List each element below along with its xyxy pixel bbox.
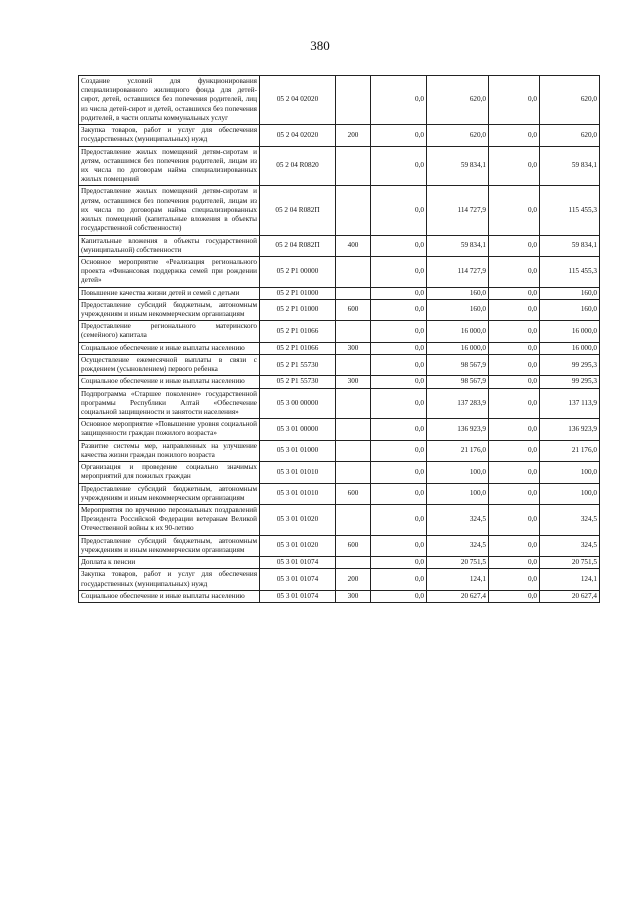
row-value-2: 620,0 (427, 76, 489, 125)
row-name: Предоставление жилых помещений детям-сиротам и детям, оставшимся без попечения родителей, лицам из их числа по договорам найма специализированных жилых помещений (капитальные вложения в объекты государственной собственности) (79, 186, 260, 235)
row-value-4: 160,0 (540, 287, 600, 299)
row-code: 05 3 01 01020 (260, 504, 336, 535)
row-code: 05 2 P1 55730 (260, 354, 336, 375)
row-value-1: 0,0 (371, 388, 427, 419)
row-code: 05 2 04 02020 (260, 125, 336, 146)
row-value-3: 0,0 (489, 256, 540, 287)
row-value-3: 0,0 (489, 419, 540, 440)
row-value-4: 99 295,3 (540, 376, 600, 388)
table-row (79, 146, 600, 186)
row-expense-type (336, 287, 371, 299)
row-value-3: 0,0 (489, 342, 540, 354)
row-name: Мероприятия по вручению персональных поздравлений Президента Российской Федерации ветеранам Великой Отечественной войны к их 90-летию (79, 504, 260, 535)
row-value-4: 100,0 (540, 483, 600, 504)
row-expense-type (336, 256, 371, 287)
row-value-1: 0,0 (371, 299, 427, 320)
row-value-4: 137 113,9 (540, 388, 600, 419)
row-value-4: 59 834,1 (540, 146, 600, 186)
row-code: 05 3 01 01074 (260, 557, 336, 569)
row-name: Доплата к пенсии (79, 557, 260, 569)
row-value-1: 0,0 (371, 569, 427, 590)
row-value-2: 16 000,0 (427, 342, 489, 354)
row-value-1: 0,0 (371, 462, 427, 483)
row-value-1: 0,0 (371, 342, 427, 354)
table-row (79, 535, 600, 556)
row-expense-type (336, 186, 371, 235)
row-expense-type (336, 419, 371, 440)
row-value-3: 0,0 (489, 557, 540, 569)
row-name: Предоставление субсидий бюджетным, автономным учреждениям и иным некоммерческим организациям (79, 483, 260, 504)
row-value-2: 124,1 (427, 569, 489, 590)
row-value-3: 0,0 (489, 535, 540, 556)
row-value-2: 100,0 (427, 483, 489, 504)
row-value-1: 0,0 (371, 419, 427, 440)
row-name: Создание условий для функционирования специализированного жилищного фонда для детей-сирот, детей, оставшихся без попечения родителей, лиц из числа детей-сирот и детей, оставшихся без попечения родителей, в части оплаты коммунальных услуг (79, 76, 260, 125)
table-row (79, 76, 600, 125)
table-row (79, 287, 600, 299)
row-value-2: 137 283,9 (427, 388, 489, 419)
table-row (79, 440, 600, 461)
row-value-4: 100,0 (540, 462, 600, 483)
row-name: Основное мероприятие «Реализация регионального проекта «Финансовая поддержка семей при рождении детей» (79, 256, 260, 287)
row-value-4: 324,5 (540, 504, 600, 535)
row-code: 05 2 04 R0820 (260, 146, 336, 186)
row-value-2: 20 627,4 (427, 590, 489, 602)
row-value-1: 0,0 (371, 590, 427, 602)
row-expense-type: 400 (336, 235, 371, 256)
row-value-1: 0,0 (371, 354, 427, 375)
row-name: Социальное обеспечение и иные выплаты населению (79, 342, 260, 354)
row-code: 05 2 04 02020 (260, 76, 336, 125)
row-expense-type: 200 (336, 125, 371, 146)
row-name: Организация и проведение социально значимых мероприятий для пожилых граждан (79, 462, 260, 483)
row-value-4: 324,5 (540, 535, 600, 556)
row-code: 05 2 P1 01066 (260, 321, 336, 342)
row-value-4: 115 455,3 (540, 256, 600, 287)
row-value-3: 0,0 (489, 569, 540, 590)
row-name: Социальное обеспечение и иные выплаты населению (79, 590, 260, 602)
row-value-1: 0,0 (371, 186, 427, 235)
row-value-4: 16 000,0 (540, 321, 600, 342)
row-value-3: 0,0 (489, 125, 540, 146)
row-value-2: 160,0 (427, 287, 489, 299)
row-value-3: 0,0 (489, 483, 540, 504)
row-expense-type (336, 504, 371, 535)
row-value-1: 0,0 (371, 287, 427, 299)
row-name: Предоставление регионального материнского (семейного) капитала (79, 321, 260, 342)
row-expense-type: 600 (336, 299, 371, 320)
row-value-3: 0,0 (489, 590, 540, 602)
row-value-1: 0,0 (371, 440, 427, 461)
row-name: Закупка товаров, работ и услуг для обеспечения государственных (муниципальных) нужд (79, 125, 260, 146)
row-value-4: 136 923,9 (540, 419, 600, 440)
table-row (79, 419, 600, 440)
row-value-3: 0,0 (489, 186, 540, 235)
row-expense-type: 600 (336, 535, 371, 556)
row-value-2: 21 176,0 (427, 440, 489, 461)
row-value-1: 0,0 (371, 235, 427, 256)
row-code: 05 2 P1 55730 (260, 376, 336, 388)
row-value-2: 136 923,9 (427, 419, 489, 440)
row-expense-type: 300 (336, 342, 371, 354)
row-expense-type (336, 462, 371, 483)
row-name: Повышение качества жизни детей и семей с детьми (79, 287, 260, 299)
table-row (79, 125, 600, 146)
row-name: Предоставление субсидий бюджетным, автономным учреждениям и иным некоммерческим организациям (79, 535, 260, 556)
row-name: Предоставление субсидий бюджетным, автономным учреждениям и иным некоммерческим организациям (79, 299, 260, 320)
row-value-1: 0,0 (371, 535, 427, 556)
row-value-1: 0,0 (371, 557, 427, 569)
row-value-1: 0,0 (371, 256, 427, 287)
row-value-2: 324,5 (427, 504, 489, 535)
row-expense-type: 300 (336, 590, 371, 602)
row-expense-type (336, 388, 371, 419)
row-value-4: 620,0 (540, 125, 600, 146)
row-value-1: 0,0 (371, 146, 427, 186)
table-row (79, 235, 600, 256)
table-row (79, 590, 600, 602)
row-name: Подпрограмма «Старшее поколение» государственной программы Республики Алтай «Обеспечение социальной защищенности и занятости населения» (79, 388, 260, 419)
row-name: Развитие системы мер, направленных на улучшение качества жизни граждан пожилого возраста (79, 440, 260, 461)
row-code: 05 2 P1 01000 (260, 287, 336, 299)
row-code: 05 2 04 R082П (260, 186, 336, 235)
row-value-2: 59 834,1 (427, 146, 489, 186)
row-name: Закупка товаров, работ и услуг для обеспечения государственных (муниципальных) нужд (79, 569, 260, 590)
row-value-2: 620,0 (427, 125, 489, 146)
row-code: 05 3 01 01020 (260, 535, 336, 556)
row-value-2: 20 751,5 (427, 557, 489, 569)
budget-table (78, 75, 600, 603)
row-value-3: 0,0 (489, 321, 540, 342)
row-value-2: 98 567,9 (427, 376, 489, 388)
row-value-2: 114 727,9 (427, 256, 489, 287)
table-row (79, 483, 600, 504)
row-expense-type (336, 557, 371, 569)
row-code: 05 3 01 01074 (260, 569, 336, 590)
row-value-3: 0,0 (489, 388, 540, 419)
row-value-3: 0,0 (489, 299, 540, 320)
row-value-2: 59 834,1 (427, 235, 489, 256)
row-name: Основное мероприятие «Повышение уровня социальной защищенности граждан пожилого возраста» (79, 419, 260, 440)
row-value-2: 160,0 (427, 299, 489, 320)
row-value-1: 0,0 (371, 483, 427, 504)
row-value-2: 98 567,9 (427, 354, 489, 375)
row-code: 05 3 01 00000 (260, 419, 336, 440)
table-row (79, 354, 600, 375)
row-value-3: 0,0 (489, 462, 540, 483)
row-value-4: 20 627,4 (540, 590, 600, 602)
row-expense-type: 300 (336, 376, 371, 388)
row-name: Капитальные вложения в объекты государственной (муниципальной) собственности (79, 235, 260, 256)
table-row (79, 569, 600, 590)
row-code: 05 3 01 01010 (260, 462, 336, 483)
table-row (79, 342, 600, 354)
row-code: 05 2 04 R082П (260, 235, 336, 256)
page-number: 380 (310, 38, 330, 53)
row-code: 05 2 P1 01000 (260, 299, 336, 320)
table-row (79, 256, 600, 287)
row-value-2: 16 000,0 (427, 321, 489, 342)
row-value-3: 0,0 (489, 146, 540, 186)
row-value-1: 0,0 (371, 76, 427, 125)
row-value-4: 21 176,0 (540, 440, 600, 461)
row-value-3: 0,0 (489, 235, 540, 256)
row-expense-type (336, 76, 371, 125)
row-value-1: 0,0 (371, 321, 427, 342)
row-name: Предоставление жилых помещений детям-сиротам и детям, оставшимся без попечения родителей, лицам из их числа по договорам найма специализированных жилых помещений (79, 146, 260, 186)
row-value-4: 16 000,0 (540, 342, 600, 354)
row-value-3: 0,0 (489, 504, 540, 535)
row-code: 05 3 01 01000 (260, 440, 336, 461)
row-name: Социальное обеспечение и иные выплаты населению (79, 376, 260, 388)
row-value-1: 0,0 (371, 125, 427, 146)
row-value-3: 0,0 (489, 354, 540, 375)
row-expense-type: 600 (336, 483, 371, 504)
row-value-4: 99 295,3 (540, 354, 600, 375)
row-value-2: 324,5 (427, 535, 489, 556)
row-value-3: 0,0 (489, 76, 540, 125)
row-value-1: 0,0 (371, 504, 427, 535)
row-value-4: 160,0 (540, 299, 600, 320)
table-row (79, 557, 600, 569)
row-value-4: 620,0 (540, 76, 600, 125)
row-value-1: 0,0 (371, 376, 427, 388)
row-expense-type (336, 354, 371, 375)
row-expense-type (336, 321, 371, 342)
row-value-4: 124,1 (540, 569, 600, 590)
row-code: 05 3 01 01010 (260, 483, 336, 504)
table-body (79, 76, 600, 603)
row-value-4: 20 751,5 (540, 557, 600, 569)
row-value-4: 59 834,1 (540, 235, 600, 256)
row-value-2: 100,0 (427, 462, 489, 483)
row-value-3: 0,0 (489, 440, 540, 461)
table-row (79, 299, 600, 320)
row-value-3: 0,0 (489, 287, 540, 299)
table-row (79, 321, 600, 342)
row-value-4: 115 455,3 (540, 186, 600, 235)
row-code: 05 2 P1 01066 (260, 342, 336, 354)
row-value-2: 114 727,9 (427, 186, 489, 235)
row-value-3: 0,0 (489, 376, 540, 388)
table-row (79, 504, 600, 535)
row-code: 05 3 01 01074 (260, 590, 336, 602)
table-row (79, 388, 600, 419)
table-row (79, 462, 600, 483)
row-expense-type (336, 440, 371, 461)
row-expense-type (336, 146, 371, 186)
table-row (79, 186, 600, 235)
row-expense-type: 200 (336, 569, 371, 590)
row-code: 05 3 00 00000 (260, 388, 336, 419)
row-code: 05 2 P1 00000 (260, 256, 336, 287)
table-row (79, 376, 600, 388)
row-name: Осуществление ежемесячной выплаты в связи с рождением (усыновлением) первого ребенка (79, 354, 260, 375)
